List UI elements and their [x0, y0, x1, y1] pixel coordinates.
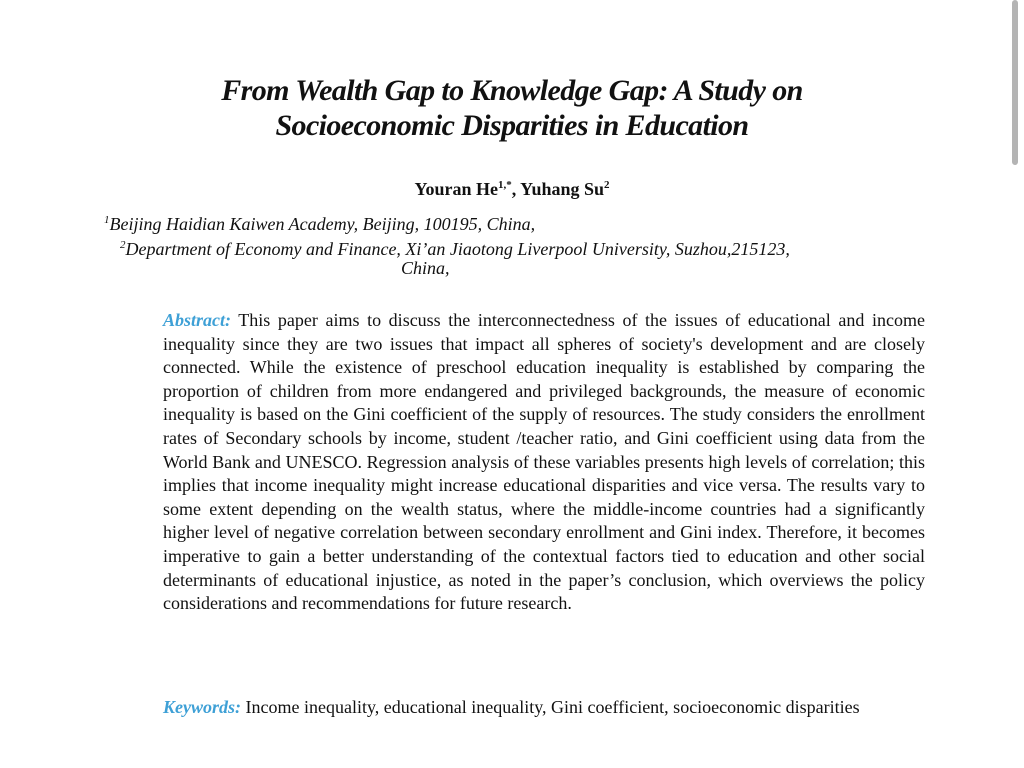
- paper-title: [0, 73, 1024, 143]
- affiliation-2: [120, 234, 790, 260]
- scrollbar-thumb[interactable]: [1012, 0, 1018, 165]
- abstract-label: Abstract:: [163, 310, 232, 330]
- keywords-label: Keywords:: [163, 697, 241, 717]
- affiliation-mark: 1: [104, 214, 110, 226]
- keywords: [163, 696, 925, 720]
- scrollbar[interactable]: [1012, 0, 1018, 768]
- abstract-text: This paper aims to discuss the interconnectedness of the issues of educational and income inequality since they are two issues that impact all spheres of society's development and are closely connected. While the existence of preschool education inequality is established by comparing the proportion of children from more endangered and privileged backgrounds, the measure of economic inequality is based on the Gini coefficient of the supply of resources. The study considers the enrollment rates of Secondary schools by income, student /teacher ratio, and Gini coefficient using data from the World Bank and UNESCO. Regression analysis of these variables presents high levels of correlation; this implies that income inequality might increase educational disparities and vice versa. The results vary to some extent depending on the wealth status, where the middle-income countries had a significantly higher level of negative correlation between secondary enrollment and Gini index. Therefore, it becomes imperative to gain a better understanding of the contextual factors tied to education and other social determinants of educational injustice, as noted in the paper’s conclusion, which overviews the policy considerations and recommendations for future research.: [163, 310, 925, 614]
- affiliation-text: Department of Economy and Finance, Xi’an Jiaotong Liverpool University, Suzhou,215123,: [125, 239, 790, 259]
- author-name: Youran He: [414, 179, 498, 199]
- author-affiliation-mark: 2: [604, 179, 610, 191]
- author-separator: ,: [511, 179, 521, 199]
- affiliation-mark: 2: [120, 239, 126, 251]
- affiliation-text: Beijing Haidian Kaiwen Academy, Beijing, 100195, China,: [109, 214, 536, 234]
- author-affiliation-mark: 1,*: [498, 179, 512, 191]
- author-list: [0, 174, 1024, 200]
- author-name: Yuhang Su: [520, 179, 604, 199]
- abstract: [163, 309, 925, 616]
- affiliation-2-continuation: China,: [401, 258, 450, 278]
- keywords-text: Income inequality, educational inequality, Gini coefficient, socioeconomic disparities: [245, 697, 860, 717]
- paper-title-line-1: From Wealth Gap to Knowledge Gap: A Study on: [221, 74, 803, 107]
- paper-title-line-2: Socioeconomic Disparities in Education: [275, 109, 749, 142]
- affiliation-1: [104, 209, 535, 235]
